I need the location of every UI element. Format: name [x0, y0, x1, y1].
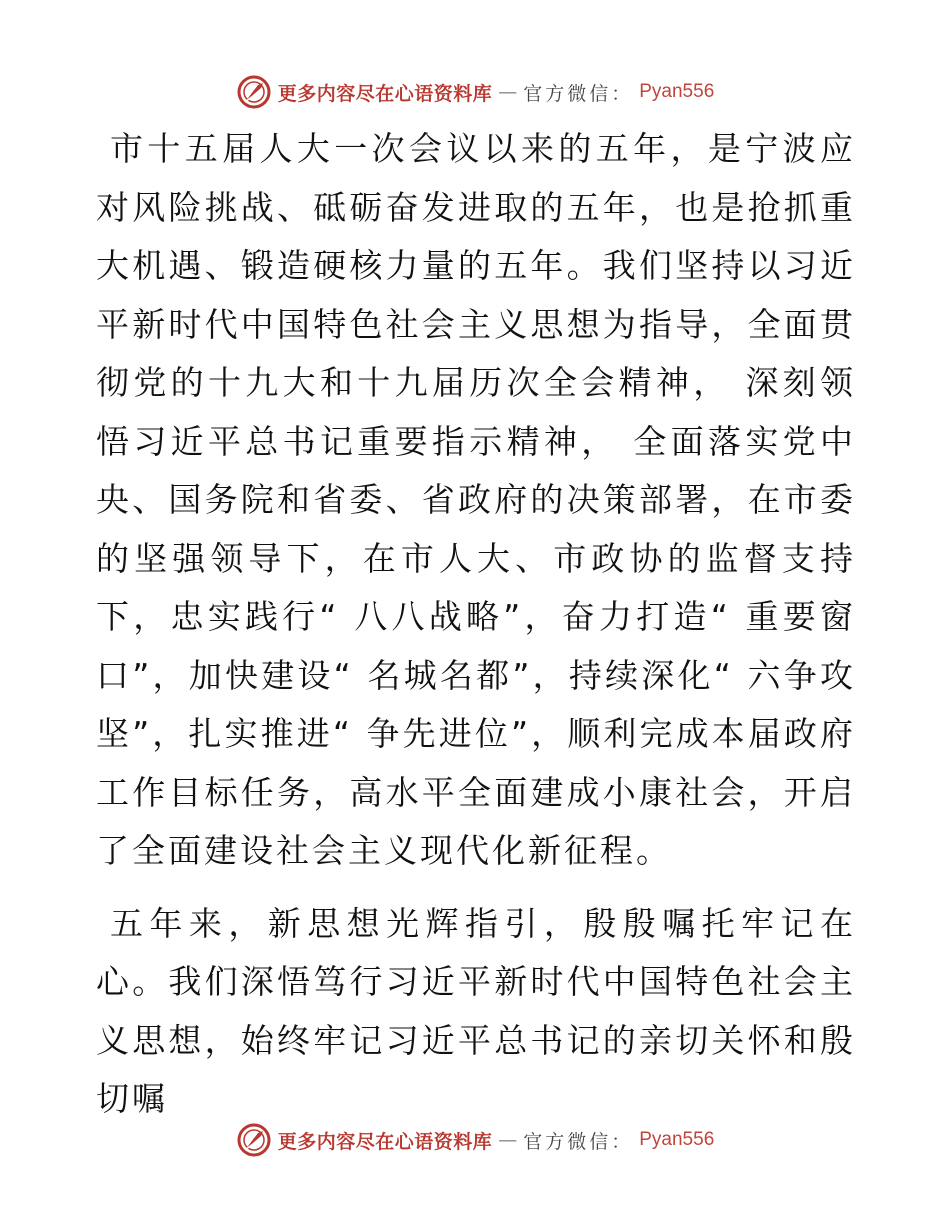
- banner-wechat-label: 官方微信：: [523, 1130, 634, 1153]
- paragraph-new-thought: 五年来，新思想光辉指引，殷殷嘱托牢记在心。我们深悟笃行习近平新时代中国特色社会主义思想，始终牢记习近平总书记的亲切关怀和殷切嘱: [96, 903, 856, 1118]
- banner-wechat-label: 官方微信：: [523, 82, 634, 105]
- banner-separator: —: [498, 1129, 518, 1151]
- footer-watermark-banner: [0, 1120, 950, 1160]
- header-watermark-banner: [0, 72, 950, 112]
- document-body: [96, 120, 856, 1129]
- banner-main-text: 更多内容尽在心语资料库: [277, 82, 493, 105]
- feather-pen-logo-icon: [236, 74, 272, 110]
- paragraph-five-years: 市十五届人大一次会议以来的五年，是宁波应对风险挑战、砥砺奋发进取的五年，也是抢抓重大机遇、锻造硬核力量的五年。我们坚持以习近平新时代中国特色社会主义思想为指导，全面贯彻党的十九大和十九届历次全会精神， 深刻领悟习近平总书记重要指示精神， 全面落实党中央、国务院和省委、省政府的决策部署，在市委的坚强领导下，在市人大、市政协的监督支持下，忠实践行“ 八八战略”，奋力打造“ 重要窗口”，加快建设“ 名城名都”，持续深化“ 六争攻坚”，扎实推进“ 争先进位”，顺利完成本届政府工作目标任务，高水平全面建成小康社会，开启了全面建设社会主义现代化新征程。: [96, 129, 856, 870]
- feather-pen-logo-icon: [236, 1122, 272, 1158]
- banner-wechat-id: Pyan556: [639, 81, 715, 102]
- banner-separator: —: [498, 81, 518, 103]
- banner-main-text: 更多内容尽在心语资料库: [277, 1130, 493, 1153]
- banner-wechat-id: Pyan556: [639, 1129, 715, 1150]
